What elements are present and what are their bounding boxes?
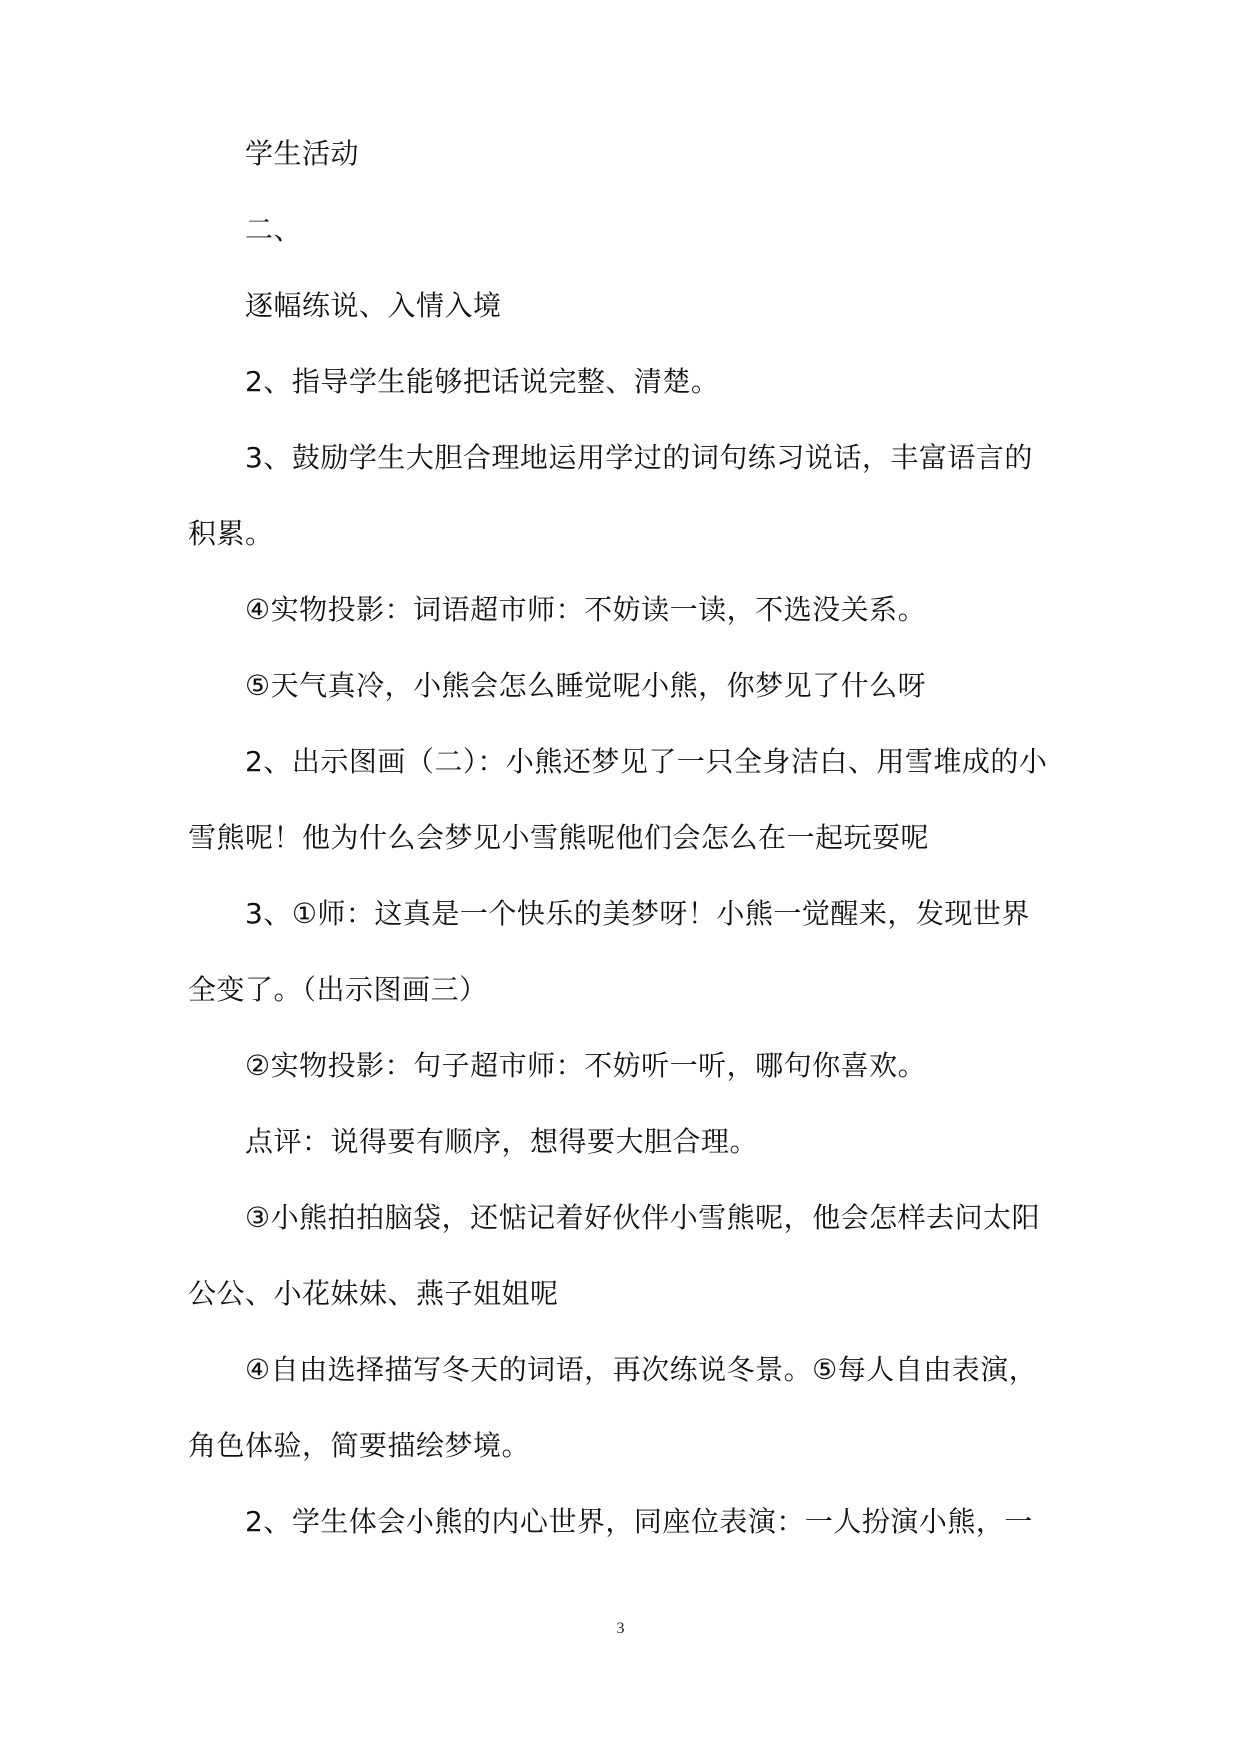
paragraph-line: ③小熊拍拍脑袋，还惦记着好伙伴小雪熊呢，他会怎样去问太阳 [245, 1201, 1041, 1234]
paragraph-line: 角色体验，简要描绘梦境。 [188, 1429, 531, 1462]
paragraph-line: 全变了。（出示图画三） [188, 973, 488, 1006]
paragraph-line: 3、①师：这真是一个快乐的美梦呀！小熊一觉醒来，发现世界 [245, 897, 1030, 930]
page-number: 3 [616, 1620, 625, 1637]
paragraph-line: 2、出示图画（二）：小熊还梦见了一只全身洁白、用雪堆成的小 [245, 745, 1048, 778]
paragraph-line: 2、学生体会小熊的内心世界，同座位表演：一人扮演小熊，一 [245, 1505, 1033, 1538]
paragraph-line: 3、鼓励学生大胆合理地运用学过的词句练习说话，丰富语言的 [245, 441, 1033, 474]
paragraph-line: 学生活动 [245, 137, 360, 170]
paragraph-line: 公公、小花妹妹、燕子姐姐呢 [188, 1277, 559, 1310]
paragraph-line: ④实物投影：词语超市师：不妨读一读，不选没关系。 [245, 593, 927, 626]
paragraph-line: 二、 [245, 213, 303, 246]
paragraph-line: 2、指导学生能够把话说完整、清楚。 [245, 365, 720, 398]
paragraph-line: 积累。 [188, 517, 274, 550]
paragraph-line: ④自由选择描写冬天的词语，再次练说冬景。⑤每人自由表演， [245, 1353, 1038, 1386]
paragraph-line: 雪熊呢！他为什么会梦见小雪熊呢他们会怎么在一起玩耍呢 [188, 821, 930, 854]
paragraph-line: 点评：说得要有顺序，想得要大胆合理。 [245, 1125, 759, 1158]
paragraph-line: ⑤天气真冷，小熊会怎么睡觉呢小熊，你梦见了什么呀 [245, 669, 927, 702]
paragraph-line: 逐幅练说、入情入境 [245, 289, 502, 322]
paragraph-line: ②实物投影：句子超市师：不妨听一听，哪句你喜欢。 [245, 1049, 927, 1082]
